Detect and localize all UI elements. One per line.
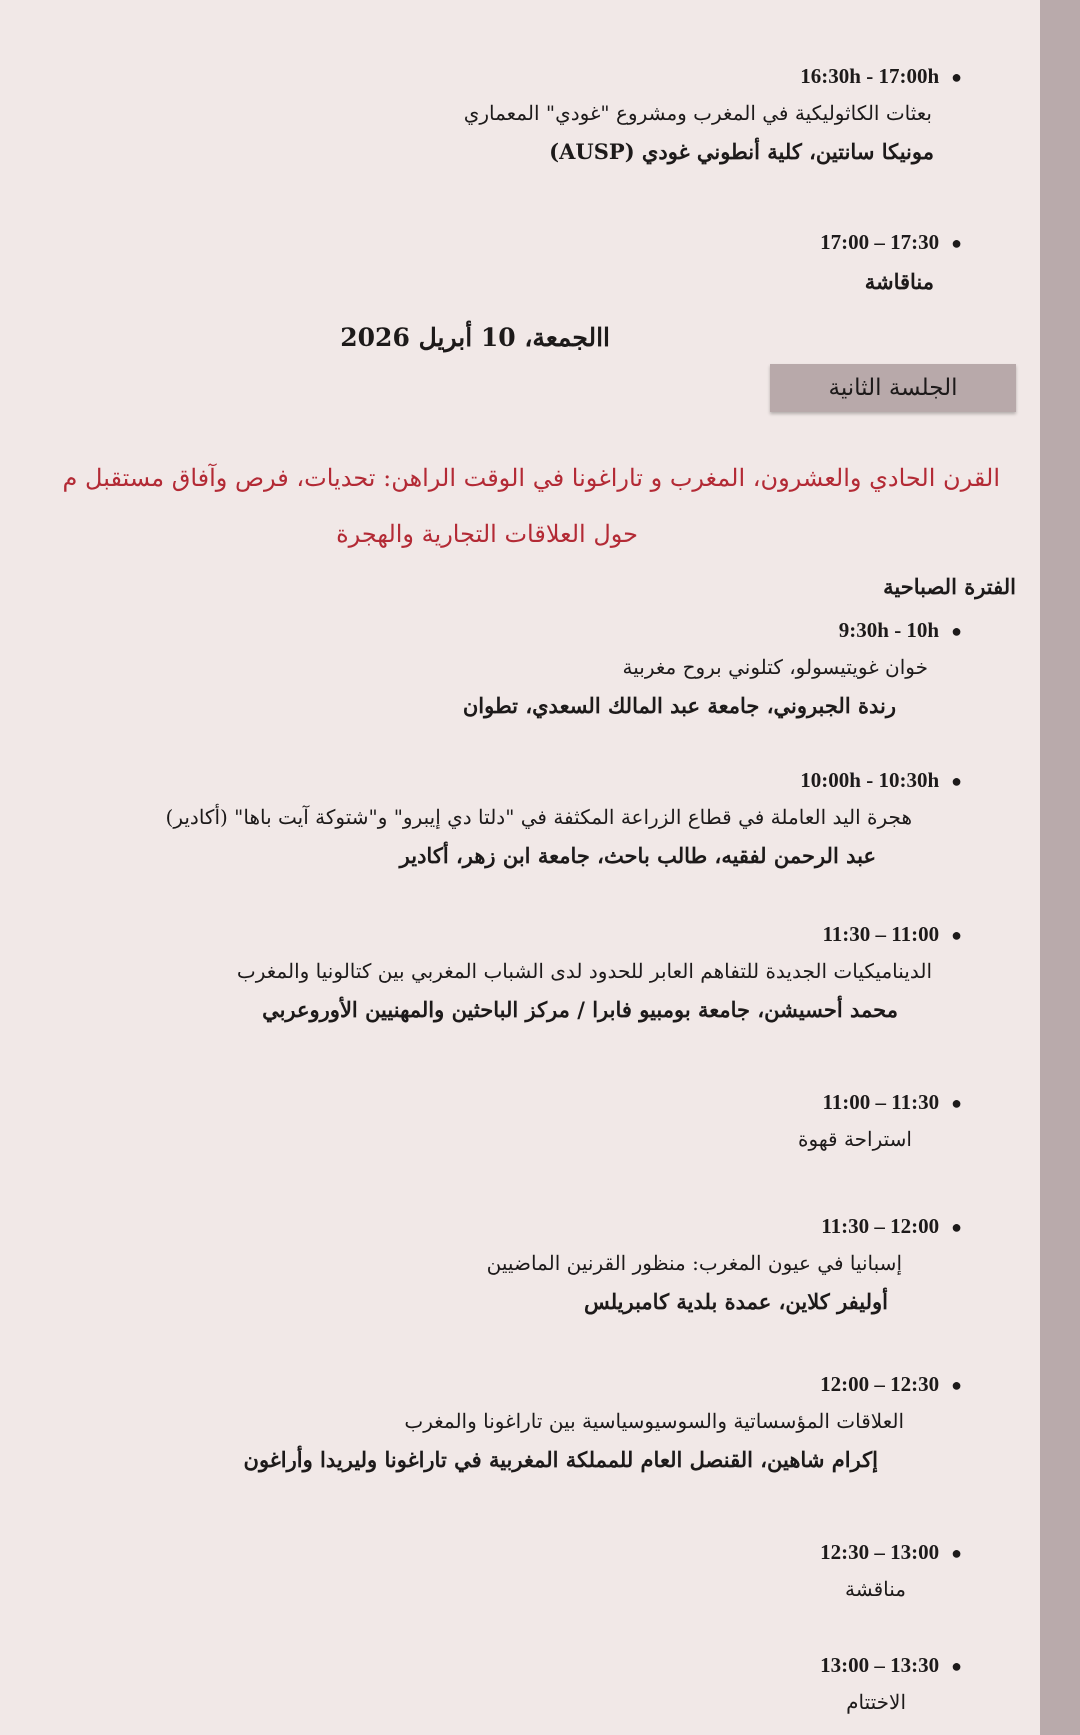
bullet-icon: ● <box>951 924 962 945</box>
program-item <box>463 618 962 718</box>
bullet-icon: ● <box>951 1542 962 1563</box>
program-item <box>464 64 962 164</box>
item-time-row <box>820 1540 962 1565</box>
item-time: 11:30 – 11:00 <box>822 922 940 946</box>
session-label: الجلسة الثانية <box>770 364 1016 412</box>
item-title: الديناميكيات الجديدة للتفاهم العابر للحدود لدى الشباب المغربي بين كتالونيا والمغرب <box>236 959 932 983</box>
item-time: 11:30 – 12:00 <box>821 1214 940 1238</box>
session-theme-line-1: القرن الحادي والعشرون، المغرب و تاراغونا في الوقت الراهن: تحديات، فرص وآفاق مستقبل م <box>62 464 1000 492</box>
item-speaker: رندة الجبروني، جامعة عبد المالك السعدي، تطوان <box>462 693 896 718</box>
item-time: 11:00 – 11:30 <box>822 1090 940 1114</box>
program-item <box>244 1372 962 1472</box>
item-title: الاختتام <box>846 1690 906 1714</box>
item-time: 10:00h - 10:30h <box>800 768 940 792</box>
item-time-row <box>463 618 962 643</box>
program-item <box>798 1090 962 1151</box>
item-time-row <box>820 230 962 255</box>
item-time-row <box>166 768 962 793</box>
side-scroll-bar <box>1040 0 1080 1735</box>
item-speaker: محمد أحسيشن، جامعة بومبيو فابرا / مركز الباحثين والمهنيين الأوروعربي <box>262 997 898 1022</box>
session-theme-line-2: حول العلاقات التجارية والهجرة <box>336 520 638 548</box>
session-date: االجمعة، 10 أبريل 2026 <box>340 323 610 352</box>
item-speaker: مناقاشة <box>864 269 934 294</box>
bullet-icon: ● <box>951 620 962 641</box>
item-title: بعثات الكاثوليكية في المغرب ومشروع "غودي" المعماري <box>463 101 932 125</box>
item-title: خوان غويتيسولو، كتلوني بروح مغربية <box>622 655 928 679</box>
item-time-row <box>244 1372 962 1397</box>
program-item <box>820 1540 962 1601</box>
item-speaker: عبد الرحمن لفقيه، طالب باحث، جامعة ابن زهر، أكادير <box>399 843 876 868</box>
bullet-icon: ● <box>951 1374 962 1395</box>
item-time-row <box>237 922 962 947</box>
bullet-icon: ● <box>951 1092 962 1113</box>
item-time-row <box>464 64 962 89</box>
item-time-row <box>820 1653 962 1678</box>
program-item <box>237 922 962 1022</box>
item-title: العلاقات المؤسساتية والسوسيوسياسية بين تاراغونا والمغرب <box>404 1409 904 1433</box>
item-time-row <box>487 1214 962 1239</box>
item-time: 12:30 – 13:00 <box>820 1540 940 1564</box>
item-speaker: أوليفر كلاين، عمدة بلدية كامبريلس <box>583 1289 888 1314</box>
item-time: 13:00 – 13:30 <box>820 1653 940 1677</box>
program-item <box>487 1214 962 1314</box>
morning-period-label: الفترة الصباحية <box>883 574 1016 599</box>
item-speaker: إكرام شاهين، القنصل العام للمملكة المغربية في تاراغونا وليريدا وأراغون <box>243 1447 878 1472</box>
bullet-icon: ● <box>951 770 962 791</box>
item-time: 16:30h - 17:00h <box>800 64 940 88</box>
program-item <box>820 1653 962 1714</box>
item-time: 9:30h - 10h <box>838 618 940 642</box>
item-title: استراحة قهوة <box>798 1127 912 1151</box>
item-title: إسبانيا في عيون المغرب: منظور القرنين الماضيين <box>486 1251 902 1275</box>
bullet-icon: ● <box>951 1216 962 1237</box>
item-title: مناقشة <box>845 1577 906 1601</box>
bullet-icon: ● <box>951 1655 962 1676</box>
item-time: 17:00 – 17:30 <box>820 230 940 254</box>
item-time: 12:00 – 12:30 <box>820 1372 940 1396</box>
item-time-row <box>798 1090 962 1115</box>
bullet-icon: ● <box>951 232 962 253</box>
program-item <box>166 768 962 868</box>
program-item <box>820 230 962 294</box>
item-title: هجرة اليد العاملة في قطاع الزراعة المكثفة في "دلتا دي إيبرو" و"شتوكة آيت باها" (أكادير) <box>165 805 912 829</box>
item-speaker: مونيكا سانتين، كلية أنطوني غودي (AUSP) <box>549 139 934 164</box>
bullet-icon: ● <box>951 66 962 87</box>
